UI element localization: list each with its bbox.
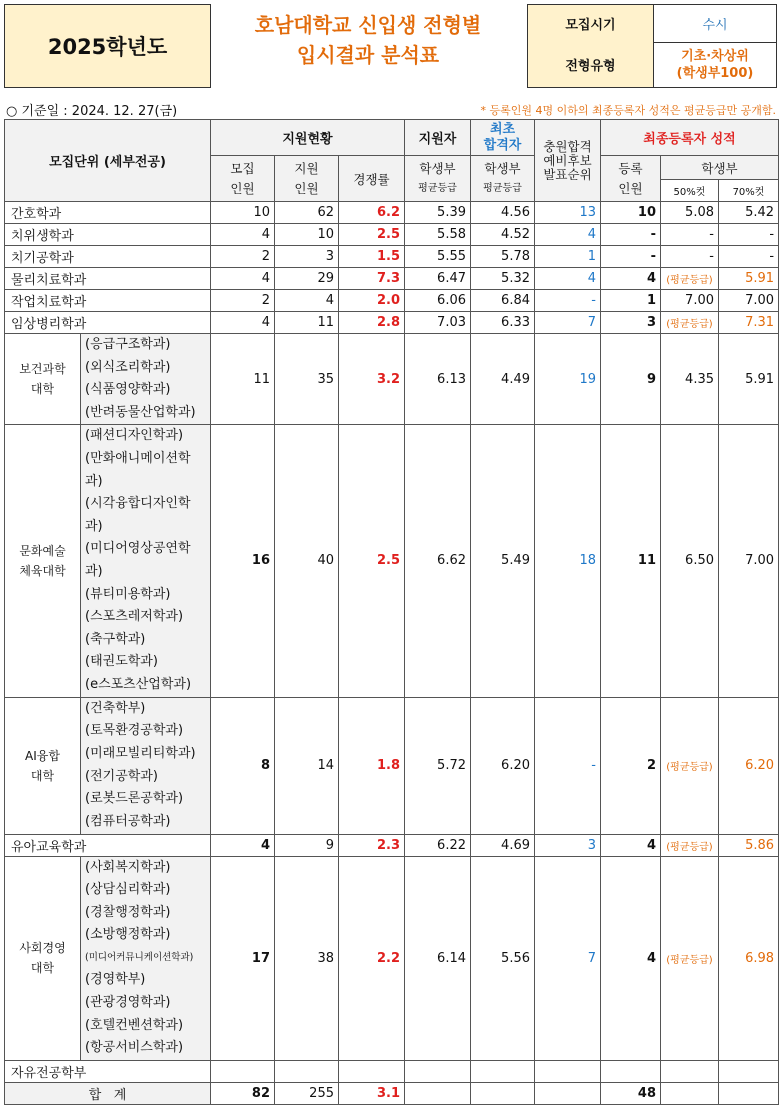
apply-count: 10 (275, 224, 339, 246)
first-pass-avg: 5.56 (471, 856, 535, 1060)
cut-50: 7.00 (661, 290, 719, 312)
college-name (5, 334, 81, 425)
header-record-1: 학생부 (419, 160, 456, 176)
applicant-avg: 7.03 (405, 312, 471, 334)
cut-70: 5.91 (719, 268, 779, 290)
sub-department: (호텔컨벤션학과) (85, 1017, 184, 1033)
apply-count: 62 (275, 202, 339, 224)
apply-count: 4 (275, 290, 339, 312)
college-name (5, 697, 81, 834)
type-key: 전형유형 (528, 42, 654, 87)
header-rate: 경쟁률 (339, 156, 405, 202)
header-apply-status: 지원현황 (211, 120, 405, 156)
recruit-count: 16 (211, 425, 275, 697)
title-line-1: 호남대학교 신입생 전형별 (254, 13, 482, 37)
recruit-period-key: 모집시기 (528, 5, 654, 42)
results-table (4, 119, 779, 1105)
applicant-avg: 6.06 (405, 290, 471, 312)
header-first-pass-2: 합격자 (483, 137, 522, 153)
cut-50: 4.35 (661, 334, 719, 425)
header-record (405, 156, 471, 202)
college-name-1: AI융합 (25, 748, 60, 763)
registered-count: 4 (601, 834, 661, 856)
cut-70: 5.42 (719, 202, 779, 224)
sub-department: (응급구조학과) (85, 337, 171, 352)
competition-rate: 1.8 (339, 697, 405, 834)
cut-70: - (719, 224, 779, 246)
type-value-line-1: 기초·차상위 (681, 48, 749, 64)
header-waitlist (535, 120, 601, 202)
recruit-count: 2 (211, 246, 275, 268)
applicant-avg: 6.62 (405, 425, 471, 697)
sub-department: (경영학부) (85, 972, 146, 988)
header-apply-1: 지원 (294, 160, 319, 176)
table-row (5, 268, 779, 290)
total-registered: 48 (601, 1082, 661, 1104)
sub-department: (사회복지학과) (85, 859, 171, 875)
competition-rate: 2.2 (339, 856, 405, 1060)
competition-rate: 2.3 (339, 834, 405, 856)
table-row (5, 290, 779, 312)
applicant-avg: 6.13 (405, 334, 471, 425)
apply-count: 14 (275, 697, 339, 834)
college-name-1: 보건과학 (19, 362, 66, 377)
sub-department-list (81, 425, 211, 697)
registered-count: 9 (601, 334, 661, 425)
recruit-count: 11 (211, 334, 275, 425)
header-record-2: 평균등급 (418, 182, 457, 194)
recruit-count: 2 (211, 290, 275, 312)
waitlist-rank: 19 (535, 334, 601, 425)
cut-50: 5.08 (661, 202, 719, 224)
apply-count: 9 (275, 834, 339, 856)
sub-department: (스포츠레저학과) (85, 609, 184, 625)
page-title (218, 10, 518, 70)
sub-department: (컴퓨터공학과) (85, 813, 171, 829)
cut-70: - (719, 246, 779, 268)
header-first-pass-1: 최초 (489, 121, 516, 137)
sub-department: (관광경영학과) (85, 995, 171, 1011)
applicant-avg: 5.55 (405, 246, 471, 268)
cut-50: (평균등급) (661, 268, 719, 290)
sub-department: (외식조리학과) (85, 359, 171, 375)
registered-count: 10 (601, 202, 661, 224)
applicant-avg: 6.14 (405, 856, 471, 1060)
header-recruit-2: 인원 (230, 180, 255, 196)
total-label: 합 계 (5, 1082, 211, 1104)
first-pass-avg: 6.33 (471, 312, 535, 334)
year-label: 2025학년도 (4, 4, 211, 88)
table-row (5, 202, 779, 224)
sub-department: (전기공학과) (85, 768, 158, 784)
sub-department: (태권도학과) (85, 654, 158, 670)
header-reg-2: 인원 (618, 180, 643, 196)
waitlist-rank: - (535, 697, 601, 834)
meta-box (527, 4, 777, 88)
sub-department-list (81, 334, 211, 425)
waitlist-rank: 7 (535, 312, 601, 334)
college-name-2: 대학 (30, 961, 55, 976)
table-row (5, 856, 779, 1060)
header-cut70: 70%컷 (719, 180, 779, 202)
registered-count: 4 (601, 268, 661, 290)
college-name-1: 사회경영 (19, 941, 66, 956)
sub-department-list (81, 697, 211, 834)
registered-count: - (601, 224, 661, 246)
first-pass-avg: 4.52 (471, 224, 535, 246)
header-cut50: 50%컷 (661, 180, 719, 202)
college-name-2: 체육대학 (19, 563, 66, 578)
recruit-count: 17 (211, 856, 275, 1060)
applicant-avg: 6.47 (405, 268, 471, 290)
apply-count: 35 (275, 334, 339, 425)
header-record-fp (471, 156, 535, 202)
waitlist-rank: 3 (535, 834, 601, 856)
waitlist-rank: 13 (535, 202, 601, 224)
first-pass-avg: 5.49 (471, 425, 535, 697)
sub-department: (만화애니메이션학과) (85, 450, 191, 489)
header-reg-1: 등록 (618, 160, 643, 176)
first-pass-avg: 6.84 (471, 290, 535, 312)
first-pass-avg: 4.69 (471, 834, 535, 856)
header-waitlist-2: 예비후보 (543, 152, 592, 168)
total-rate: 3.1 (339, 1082, 405, 1104)
registered-count: 1 (601, 290, 661, 312)
sub-department: (식품영양학과) (85, 382, 171, 398)
apply-count: 11 (275, 312, 339, 334)
competition-rate: 2.8 (339, 312, 405, 334)
total-apply: 255 (275, 1082, 339, 1104)
sub-department: (반려동물산업학과) (85, 404, 196, 420)
college-name-1: 문화예술 (19, 543, 66, 558)
table-row (5, 1060, 779, 1082)
unit-name: 자유전공학부 (5, 1060, 211, 1082)
competition-rate: 7.3 (339, 268, 405, 290)
competition-rate: 3.2 (339, 334, 405, 425)
sub-department: (미디어영상공연학과) (85, 541, 191, 579)
type-value-line-2: (학생부100) (676, 65, 754, 81)
header-apply (275, 156, 339, 202)
registered-count: - (601, 246, 661, 268)
waitlist-rank: 4 (535, 268, 601, 290)
table-row (5, 697, 779, 834)
apply-count: 38 (275, 856, 339, 1060)
sub-department: (항공서비스학과) (85, 1040, 184, 1056)
cut-50: (평균등급) (661, 697, 719, 834)
table-row (5, 334, 779, 425)
sub-department: (축구학과) (85, 631, 146, 647)
total-row (5, 1082, 779, 1104)
header-record-fp-2: 평균등급 (483, 182, 522, 194)
competition-rate: 2.0 (339, 290, 405, 312)
table-row (5, 834, 779, 856)
recruit-count: 4 (211, 268, 275, 290)
waitlist-rank: 18 (535, 425, 601, 697)
cut-70: 7.31 (719, 312, 779, 334)
cut-70: 7.00 (719, 290, 779, 312)
header-final-record: 학생부 (661, 156, 779, 180)
college-name-2: 대학 (30, 768, 55, 783)
sub-department: (소방행정학과) (85, 927, 171, 943)
unit-name: 치위생학과 (5, 224, 211, 246)
apply-count: 3 (275, 246, 339, 268)
recruit-count: 4 (211, 312, 275, 334)
waitlist-rank: - (535, 290, 601, 312)
cut-50: - (661, 246, 719, 268)
registered-count: 11 (601, 425, 661, 697)
competition-rate: 1.5 (339, 246, 405, 268)
table-row (5, 425, 779, 697)
first-pass-avg: 5.78 (471, 246, 535, 268)
recruit-count: 10 (211, 202, 275, 224)
college-name (5, 425, 81, 697)
unit-name: 임상병리학과 (5, 312, 211, 334)
unit-name: 작업치료학과 (5, 290, 211, 312)
applicant-avg: 5.72 (405, 697, 471, 834)
applicant-avg: 5.58 (405, 224, 471, 246)
cut-70: 6.98 (719, 856, 779, 1060)
recruit-period-value: 수시 (702, 18, 728, 33)
cut-70: 6.20 (719, 697, 779, 834)
sub-department: (건축학부) (85, 700, 146, 716)
cut-50: (평균등급) (661, 856, 719, 1060)
cut-70: 5.86 (719, 834, 779, 856)
cut-50: 6.50 (661, 425, 719, 697)
recruit-count: 4 (211, 224, 275, 246)
recruit-count: 4 (211, 834, 275, 856)
registered-count: 4 (601, 856, 661, 1060)
applicant-avg: 6.22 (405, 834, 471, 856)
unit-name: 치기공학과 (5, 246, 211, 268)
unit-name: 유아교육학과 (5, 834, 211, 856)
sub-department: (시각융합디자인학과) (85, 496, 191, 534)
total-recruit: 82 (211, 1082, 275, 1104)
first-pass-avg: 4.56 (471, 202, 535, 224)
registered-count: 3 (601, 312, 661, 334)
cut-70: 5.91 (719, 334, 779, 425)
first-pass-avg: 4.49 (471, 334, 535, 425)
unit-name: 간호학과 (5, 202, 211, 224)
cut-70: 7.00 (719, 425, 779, 697)
sub-department: (상담심리학과) (85, 882, 171, 898)
disclosure-note: * 등록인원 4명 이하의 최종등록자 성적은 평균등급만 공개함. (480, 104, 776, 117)
header-recruit-1: 모집 (230, 160, 255, 176)
sub-department-list (81, 856, 211, 1060)
unit-name: 물리치료학과 (5, 268, 211, 290)
sub-department: (패션디자인학과) (85, 428, 184, 444)
first-pass-avg: 6.20 (471, 697, 535, 834)
sub-department: (경찰행정학과) (85, 904, 171, 920)
header-reg (601, 156, 661, 202)
competition-rate: 6.2 (339, 202, 405, 224)
cut-50: (평균등급) (661, 312, 719, 334)
header-unit: 모집단위 (세부전공) (5, 120, 211, 202)
header-final: 최종등록자 성적 (601, 120, 779, 156)
table-row (5, 224, 779, 246)
college-name-2: 대학 (30, 382, 55, 397)
sub-department: (토목환경공학과) (85, 723, 184, 739)
header-waitlist-1: 충원합격 (543, 138, 592, 154)
header-record-fp-1: 학생부 (484, 160, 521, 176)
apply-count: 29 (275, 268, 339, 290)
sub-department: (미래모빌리티학과) (85, 745, 196, 761)
waitlist-rank: 4 (535, 224, 601, 246)
header-first-pass (471, 120, 535, 156)
registered-count: 2 (601, 697, 661, 834)
apply-count: 40 (275, 425, 339, 697)
college-name (5, 856, 81, 1060)
table-row (5, 246, 779, 268)
competition-rate: 2.5 (339, 425, 405, 697)
applicant-avg: 5.39 (405, 202, 471, 224)
header-waitlist-3: 발표순위 (543, 166, 592, 182)
sub-department: (미디어커뮤니케이션학과) (85, 951, 194, 963)
waitlist-rank: 1 (535, 246, 601, 268)
header-applicant: 지원자 (405, 120, 471, 156)
recruit-count: 8 (211, 697, 275, 834)
base-date: ○ 기준일 : 2024. 12. 27(금) (6, 104, 178, 119)
competition-rate: 2.5 (339, 224, 405, 246)
sub-department: (로봇드론공학과) (85, 791, 184, 807)
table-row (5, 312, 779, 334)
title-line-2: 입시결과 분석표 (296, 43, 440, 67)
header-recruit (211, 156, 275, 202)
cut-50: - (661, 224, 719, 246)
sub-department: (e스포츠산업학과) (85, 676, 192, 692)
waitlist-rank: 7 (535, 856, 601, 1060)
header-apply-2: 인원 (294, 180, 319, 196)
cut-50: (평균등급) (661, 834, 719, 856)
type-value (654, 42, 776, 87)
sub-department: (뷰티미용학과) (85, 586, 171, 602)
first-pass-avg: 5.32 (471, 268, 535, 290)
